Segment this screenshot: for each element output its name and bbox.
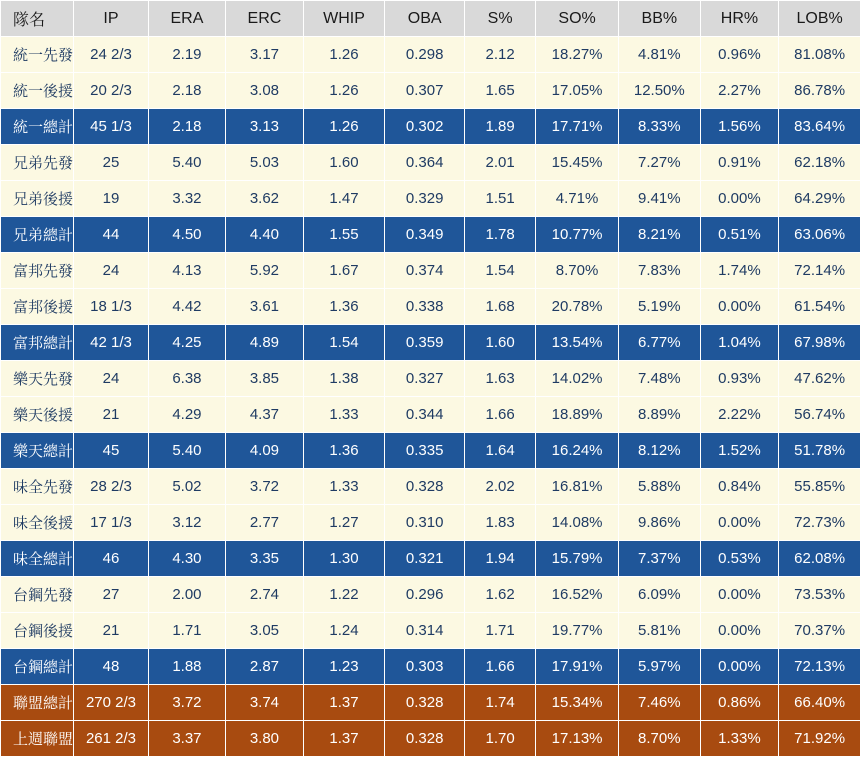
cell-oba: 0.328	[385, 469, 465, 505]
cell-hr-pct: 0.53%	[700, 541, 779, 577]
table-row	[1, 109, 861, 145]
cell-erc: 2.87	[226, 649, 304, 685]
cell-oba: 0.307	[385, 73, 465, 109]
cell-team: 台鋼總計	[1, 649, 74, 685]
column-header-so-pct: SO%	[536, 1, 619, 37]
cell-so-pct: 14.08%	[536, 505, 619, 541]
cell-era: 5.40	[148, 433, 226, 469]
cell-oba: 0.335	[385, 433, 465, 469]
cell-s-pct: 1.70	[464, 721, 535, 757]
cell-so-pct: 17.91%	[536, 649, 619, 685]
cell-whip: 1.54	[303, 325, 385, 361]
cell-ip: 25	[74, 145, 148, 181]
table-row	[1, 649, 861, 685]
cell-whip: 1.67	[303, 253, 385, 289]
cell-s-pct: 2.02	[464, 469, 535, 505]
cell-bb-pct: 7.27%	[618, 145, 700, 181]
cell-erc: 3.17	[226, 37, 304, 73]
cell-bb-pct: 5.81%	[618, 613, 700, 649]
cell-erc: 3.08	[226, 73, 304, 109]
cell-erc: 3.74	[226, 685, 304, 721]
column-header-hr-pct: HR%	[700, 1, 779, 37]
cell-hr-pct: 0.00%	[700, 577, 779, 613]
cell-ip: 24	[74, 253, 148, 289]
cell-so-pct: 15.45%	[536, 145, 619, 181]
cell-hr-pct: 1.74%	[700, 253, 779, 289]
cell-whip: 1.55	[303, 217, 385, 253]
cell-bb-pct: 8.21%	[618, 217, 700, 253]
cell-erc: 3.05	[226, 613, 304, 649]
cell-oba: 0.310	[385, 505, 465, 541]
table-row	[1, 37, 861, 73]
cell-lob-pct: 62.18%	[779, 145, 861, 181]
cell-team: 兄弟後援	[1, 181, 74, 217]
cell-whip: 1.26	[303, 73, 385, 109]
cell-erc: 3.85	[226, 361, 304, 397]
cell-whip: 1.24	[303, 613, 385, 649]
cell-whip: 1.26	[303, 37, 385, 73]
cell-oba: 0.359	[385, 325, 465, 361]
cell-lob-pct: 70.37%	[779, 613, 861, 649]
cell-lob-pct: 64.29%	[779, 181, 861, 217]
cell-whip: 1.33	[303, 397, 385, 433]
table-row	[1, 253, 861, 289]
cell-bb-pct: 8.12%	[618, 433, 700, 469]
cell-hr-pct: 1.52%	[700, 433, 779, 469]
cell-era: 1.88	[148, 649, 226, 685]
cell-whip: 1.33	[303, 469, 385, 505]
cell-team: 味全先發	[1, 469, 74, 505]
cell-whip: 1.38	[303, 361, 385, 397]
cell-oba: 0.349	[385, 217, 465, 253]
table-row	[1, 181, 861, 217]
cell-s-pct: 1.68	[464, 289, 535, 325]
cell-hr-pct: 2.22%	[700, 397, 779, 433]
cell-era: 2.18	[148, 109, 226, 145]
cell-team: 富邦總計	[1, 325, 74, 361]
table-row	[1, 685, 861, 721]
cell-s-pct: 1.63	[464, 361, 535, 397]
cell-era: 4.25	[148, 325, 226, 361]
cell-ip: 44	[74, 217, 148, 253]
cell-team: 聯盟總計	[1, 685, 74, 721]
table-row	[1, 541, 861, 577]
cell-erc: 5.03	[226, 145, 304, 181]
cell-erc: 3.72	[226, 469, 304, 505]
cell-s-pct: 1.74	[464, 685, 535, 721]
cell-bb-pct: 12.50%	[618, 73, 700, 109]
cell-whip: 1.26	[303, 109, 385, 145]
cell-s-pct: 1.54	[464, 253, 535, 289]
cell-era: 2.00	[148, 577, 226, 613]
cell-whip: 1.30	[303, 541, 385, 577]
cell-erc: 3.61	[226, 289, 304, 325]
cell-bb-pct: 9.41%	[618, 181, 700, 217]
cell-oba: 0.303	[385, 649, 465, 685]
cell-ip: 48	[74, 649, 148, 685]
cell-whip: 1.60	[303, 145, 385, 181]
cell-hr-pct: 0.93%	[700, 361, 779, 397]
cell-bb-pct: 7.48%	[618, 361, 700, 397]
cell-whip: 1.47	[303, 181, 385, 217]
cell-era: 3.12	[148, 505, 226, 541]
cell-whip: 1.36	[303, 289, 385, 325]
cell-bb-pct: 7.46%	[618, 685, 700, 721]
cell-hr-pct: 0.00%	[700, 505, 779, 541]
table-row	[1, 577, 861, 613]
column-header-team: 隊名	[1, 1, 74, 37]
table-row	[1, 397, 861, 433]
cell-era: 3.37	[148, 721, 226, 757]
cell-ip: 46	[74, 541, 148, 577]
cell-s-pct: 1.66	[464, 397, 535, 433]
cell-so-pct: 10.77%	[536, 217, 619, 253]
cell-bb-pct: 8.89%	[618, 397, 700, 433]
cell-lob-pct: 61.54%	[779, 289, 861, 325]
cell-era: 3.32	[148, 181, 226, 217]
table-row	[1, 433, 861, 469]
cell-so-pct: 19.77%	[536, 613, 619, 649]
cell-bb-pct: 7.37%	[618, 541, 700, 577]
cell-oba: 0.302	[385, 109, 465, 145]
cell-bb-pct: 7.83%	[618, 253, 700, 289]
cell-bb-pct: 4.81%	[618, 37, 700, 73]
cell-bb-pct: 6.77%	[618, 325, 700, 361]
cell-s-pct: 1.83	[464, 505, 535, 541]
cell-hr-pct: 0.96%	[700, 37, 779, 73]
cell-era: 4.50	[148, 217, 226, 253]
cell-ip: 20 2/3	[74, 73, 148, 109]
cell-s-pct: 1.66	[464, 649, 535, 685]
cell-s-pct: 1.62	[464, 577, 535, 613]
column-header-whip: WHIP	[303, 1, 385, 37]
cell-so-pct: 8.70%	[536, 253, 619, 289]
cell-s-pct: 1.60	[464, 325, 535, 361]
cell-s-pct: 1.94	[464, 541, 535, 577]
cell-lob-pct: 73.53%	[779, 577, 861, 613]
cell-team: 富邦後援	[1, 289, 74, 325]
table-row	[1, 361, 861, 397]
cell-whip: 1.37	[303, 721, 385, 757]
cell-so-pct: 16.52%	[536, 577, 619, 613]
cell-lob-pct: 83.64%	[779, 109, 861, 145]
cell-ip: 45 1/3	[74, 109, 148, 145]
cell-bb-pct: 9.86%	[618, 505, 700, 541]
table-body	[1, 37, 861, 757]
cell-so-pct: 18.27%	[536, 37, 619, 73]
cell-bb-pct: 8.70%	[618, 721, 700, 757]
cell-ip: 17 1/3	[74, 505, 148, 541]
cell-erc: 4.40	[226, 217, 304, 253]
column-header-s-pct: S%	[464, 1, 535, 37]
cell-hr-pct: 1.56%	[700, 109, 779, 145]
table-row	[1, 721, 861, 757]
cell-team: 樂天後援	[1, 397, 74, 433]
column-header-lob-pct: LOB%	[779, 1, 861, 37]
cell-s-pct: 1.78	[464, 217, 535, 253]
cell-so-pct: 20.78%	[536, 289, 619, 325]
cell-oba: 0.364	[385, 145, 465, 181]
table-row	[1, 289, 861, 325]
cell-erc: 4.89	[226, 325, 304, 361]
cell-lob-pct: 66.40%	[779, 685, 861, 721]
cell-era: 4.30	[148, 541, 226, 577]
cell-oba: 0.328	[385, 721, 465, 757]
cell-oba: 0.321	[385, 541, 465, 577]
cell-hr-pct: 0.84%	[700, 469, 779, 505]
cell-team: 統一先發	[1, 37, 74, 73]
cell-era: 3.72	[148, 685, 226, 721]
cell-lob-pct: 72.14%	[779, 253, 861, 289]
cell-so-pct: 15.79%	[536, 541, 619, 577]
cell-erc: 2.77	[226, 505, 304, 541]
cell-hr-pct: 0.00%	[700, 649, 779, 685]
cell-so-pct: 18.89%	[536, 397, 619, 433]
cell-s-pct: 1.51	[464, 181, 535, 217]
column-header-ip: IP	[74, 1, 148, 37]
cell-lob-pct: 72.13%	[779, 649, 861, 685]
cell-lob-pct: 63.06%	[779, 217, 861, 253]
cell-s-pct: 2.12	[464, 37, 535, 73]
cell-erc: 3.13	[226, 109, 304, 145]
cell-era: 4.13	[148, 253, 226, 289]
cell-ip: 24 2/3	[74, 37, 148, 73]
cell-lob-pct: 72.73%	[779, 505, 861, 541]
cell-whip: 1.27	[303, 505, 385, 541]
cell-bb-pct: 6.09%	[618, 577, 700, 613]
cell-team: 統一後援	[1, 73, 74, 109]
cell-team: 樂天總計	[1, 433, 74, 469]
table-row	[1, 325, 861, 361]
table-row	[1, 613, 861, 649]
cell-ip: 28 2/3	[74, 469, 148, 505]
cell-lob-pct: 56.74%	[779, 397, 861, 433]
cell-lob-pct: 81.08%	[779, 37, 861, 73]
cell-era: 5.40	[148, 145, 226, 181]
cell-s-pct: 1.71	[464, 613, 535, 649]
cell-oba: 0.344	[385, 397, 465, 433]
cell-hr-pct: 1.33%	[700, 721, 779, 757]
cell-era: 1.71	[148, 613, 226, 649]
cell-so-pct: 14.02%	[536, 361, 619, 397]
cell-hr-pct: 0.86%	[700, 685, 779, 721]
cell-lob-pct: 86.78%	[779, 73, 861, 109]
cell-team: 統一總計	[1, 109, 74, 145]
cell-ip: 21	[74, 397, 148, 433]
cell-ip: 45	[74, 433, 148, 469]
cell-team: 兄弟先發	[1, 145, 74, 181]
cell-team: 樂天先發	[1, 361, 74, 397]
cell-ip: 270 2/3	[74, 685, 148, 721]
cell-lob-pct: 47.62%	[779, 361, 861, 397]
table-row	[1, 217, 861, 253]
cell-hr-pct: 0.00%	[700, 181, 779, 217]
cell-oba: 0.338	[385, 289, 465, 325]
cell-team: 兄弟總計	[1, 217, 74, 253]
cell-era: 4.42	[148, 289, 226, 325]
cell-team: 味全總計	[1, 541, 74, 577]
cell-whip: 1.37	[303, 685, 385, 721]
cell-oba: 0.329	[385, 181, 465, 217]
cell-whip: 1.36	[303, 433, 385, 469]
cell-team: 上週聯盟	[1, 721, 74, 757]
cell-team: 台鋼先發	[1, 577, 74, 613]
cell-oba: 0.314	[385, 613, 465, 649]
cell-lob-pct: 51.78%	[779, 433, 861, 469]
cell-hr-pct: 0.91%	[700, 145, 779, 181]
cell-oba: 0.298	[385, 37, 465, 73]
cell-lob-pct: 55.85%	[779, 469, 861, 505]
cell-ip: 19	[74, 181, 148, 217]
table-row	[1, 469, 861, 505]
cell-erc: 5.92	[226, 253, 304, 289]
cell-s-pct: 2.01	[464, 145, 535, 181]
cell-erc: 4.09	[226, 433, 304, 469]
cell-so-pct: 15.34%	[536, 685, 619, 721]
cell-hr-pct: 1.04%	[700, 325, 779, 361]
cell-so-pct: 17.71%	[536, 109, 619, 145]
table-header	[1, 1, 861, 37]
header-row	[1, 1, 861, 37]
column-header-oba: OBA	[385, 1, 465, 37]
cell-so-pct: 16.81%	[536, 469, 619, 505]
cell-era: 5.02	[148, 469, 226, 505]
cell-ip: 42 1/3	[74, 325, 148, 361]
cell-oba: 0.328	[385, 685, 465, 721]
cell-erc: 2.74	[226, 577, 304, 613]
cell-ip: 261 2/3	[74, 721, 148, 757]
cell-ip: 27	[74, 577, 148, 613]
cell-oba: 0.374	[385, 253, 465, 289]
cell-bb-pct: 8.33%	[618, 109, 700, 145]
column-header-bb-pct: BB%	[618, 1, 700, 37]
cell-team: 台鋼後援	[1, 613, 74, 649]
table-row	[1, 145, 861, 181]
cell-hr-pct: 0.00%	[700, 289, 779, 325]
column-header-era: ERA	[148, 1, 226, 37]
cell-erc: 3.62	[226, 181, 304, 217]
cell-era: 2.18	[148, 73, 226, 109]
cell-oba: 0.296	[385, 577, 465, 613]
cell-erc: 3.35	[226, 541, 304, 577]
cell-ip: 18 1/3	[74, 289, 148, 325]
cell-whip: 1.22	[303, 577, 385, 613]
cell-whip: 1.23	[303, 649, 385, 685]
cell-era: 2.19	[148, 37, 226, 73]
cell-ip: 21	[74, 613, 148, 649]
cell-hr-pct: 0.51%	[700, 217, 779, 253]
cell-era: 4.29	[148, 397, 226, 433]
cell-so-pct: 13.54%	[536, 325, 619, 361]
cell-lob-pct: 71.92%	[779, 721, 861, 757]
cell-lob-pct: 62.08%	[779, 541, 861, 577]
cell-so-pct: 17.05%	[536, 73, 619, 109]
cell-so-pct: 16.24%	[536, 433, 619, 469]
cell-erc: 3.80	[226, 721, 304, 757]
table-row	[1, 73, 861, 109]
cell-bb-pct: 5.97%	[618, 649, 700, 685]
cell-lob-pct: 67.98%	[779, 325, 861, 361]
cell-team: 富邦先發	[1, 253, 74, 289]
cell-bb-pct: 5.19%	[618, 289, 700, 325]
table-row	[1, 505, 861, 541]
cell-team: 味全後援	[1, 505, 74, 541]
cell-bb-pct: 5.88%	[618, 469, 700, 505]
cell-so-pct: 17.13%	[536, 721, 619, 757]
cell-so-pct: 4.71%	[536, 181, 619, 217]
cell-oba: 0.327	[385, 361, 465, 397]
cell-hr-pct: 2.27%	[700, 73, 779, 109]
cell-s-pct: 1.64	[464, 433, 535, 469]
cell-erc: 4.37	[226, 397, 304, 433]
cell-era: 6.38	[148, 361, 226, 397]
cell-ip: 24	[74, 361, 148, 397]
cell-s-pct: 1.89	[464, 109, 535, 145]
column-header-erc: ERC	[226, 1, 304, 37]
cell-s-pct: 1.65	[464, 73, 535, 109]
cell-hr-pct: 0.00%	[700, 613, 779, 649]
